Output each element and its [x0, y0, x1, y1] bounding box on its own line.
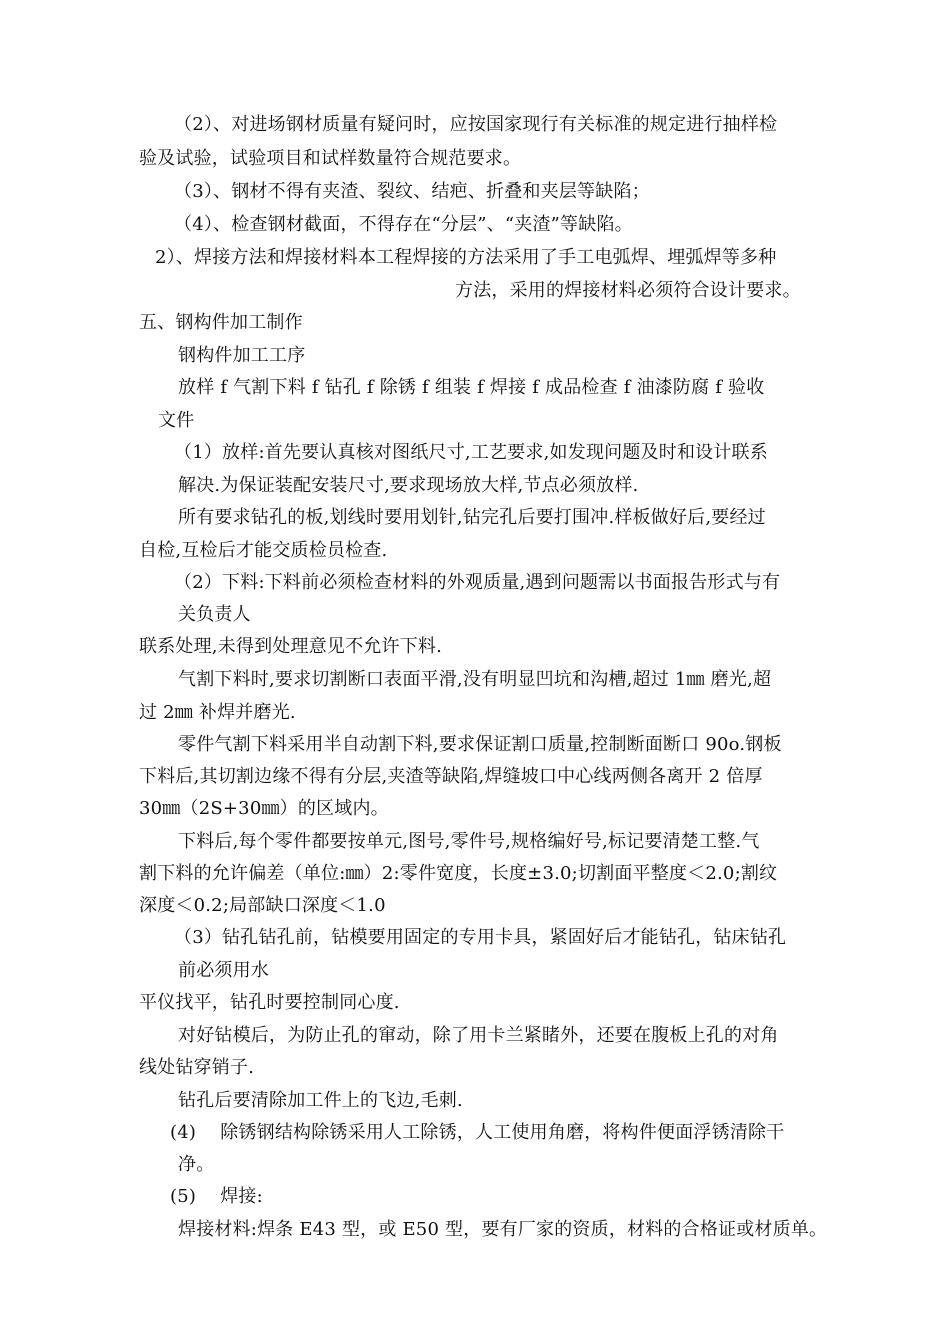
text-line: 深度＜0.2;局部缺口深度＜1.0 — [139, 895, 386, 916]
text-line: 钻孔后要清除加工件上的飞边,毛刺. — [178, 1090, 463, 1111]
text-line: （4）、检查钢材截面，不得存在“分层”、“夹渣”等缺陷。 — [174, 214, 633, 235]
text-line: (5) 焊接: — [170, 1186, 263, 1207]
text-line: 焊接材料:焊条 E43 型，或 E50 型，要有厂家的资质，材料的合格证或材质单。 — [178, 1219, 828, 1240]
text-line: 零件气割下料采用半自动割下料,要求保证割口质量,控制断面断口 90o.钢板 — [178, 734, 782, 755]
text-line: 解决.为保证装配安装尺寸,要求现场放大样,节点必须放样. — [178, 475, 639, 496]
text-line: 2）、焊接方法和焊接材料本工程焊接的方法采用了手工电弧焊、埋弧焊等多种 — [155, 247, 777, 268]
text-line: 文件 — [158, 410, 195, 431]
text-line: 下料后,每个零件都要按单元,图号,零件号,规格编好号,标记要清楚工整.气 — [178, 831, 760, 852]
text-line: （3）钻孔钻孔前，钻模要用固定的专用卡具，紧固好后才能钻孔，钻床钻孔 — [174, 927, 787, 948]
text-line: 线处钻穿销子. — [139, 1057, 255, 1078]
text-line: （1）放样:首先要认真核对图纸尺寸,工艺要求,如发现问题及时和设计联系 — [174, 442, 768, 463]
text-line: （2）、对进场钢材质量有疑问时，应按国家现行有关标准的规定进行抽样检 — [174, 114, 778, 135]
text-line: 平仪找平，钻孔时要控制同心度. — [139, 992, 400, 1013]
text-line: 验及试验，试验项目和试样数量符合规范要求。 — [139, 148, 522, 169]
text-line: 自检,互检后才能交质检员检查. — [139, 540, 388, 561]
subsection-heading: 钢构件加工工序 — [178, 345, 306, 366]
text-line: (4) 除锈钢结构除锈采用人工除锈，人工使用角磨，将构件便面浮锈清除干 — [170, 1122, 785, 1143]
text-line: 关负责人 — [178, 604, 251, 625]
text-line: 所有要求钻孔的板,划线时要用划针,钻完孔后要打围冲.样板做好后,要经过 — [178, 507, 766, 528]
text-line: 净。 — [178, 1154, 215, 1175]
text-line: 割下料的允许偏差（单位:㎜）2:零件宽度，长度±3.0;切割面平整度＜2.0;割纹 — [139, 863, 778, 884]
text-line: （3）、钢材不得有夹渣、裂纹、结疤、折叠和夹层等缺陷； — [174, 181, 650, 202]
text-line: 方法，采用的焊接材料必须符合设计要求。 — [455, 280, 801, 301]
section-heading: 五、钢构件加工制作 — [139, 312, 303, 333]
text-line: 放样 f 气割下料 f 钻孔 f 除锈 f 组装 f 焊接 f 成品检查 f 油漆防腐 f 验收 — [178, 377, 765, 398]
text-line: 过 2㎜ 补焊并磨光. — [139, 702, 296, 723]
text-line: 30㎜（2S+30㎜）的区域内。 — [139, 798, 389, 819]
text-line: 下料后,其切割边缘不得有分层,夹渣等缺陷,焊缝坡口中心线两侧各离开 2 倍厚 — [139, 766, 763, 787]
text-line: 对好钻模后，为防止孔的窜动，除了用卡兰紧睹外，还要在腹板上孔的对角 — [178, 1025, 779, 1046]
text-line: 联系处理,未得到处理意见不允许下料. — [139, 636, 443, 657]
text-line: （2）下料:下料前必须检查材料的外观质量,遇到问题需以书面报告形式与有 — [174, 572, 781, 593]
text-line: 前必须用水 — [178, 960, 269, 981]
text-line: 气割下料时,要求切割断口表面平滑,没有明显凹坑和沟槽,超过 1㎜ 磨光,超 — [178, 669, 772, 690]
